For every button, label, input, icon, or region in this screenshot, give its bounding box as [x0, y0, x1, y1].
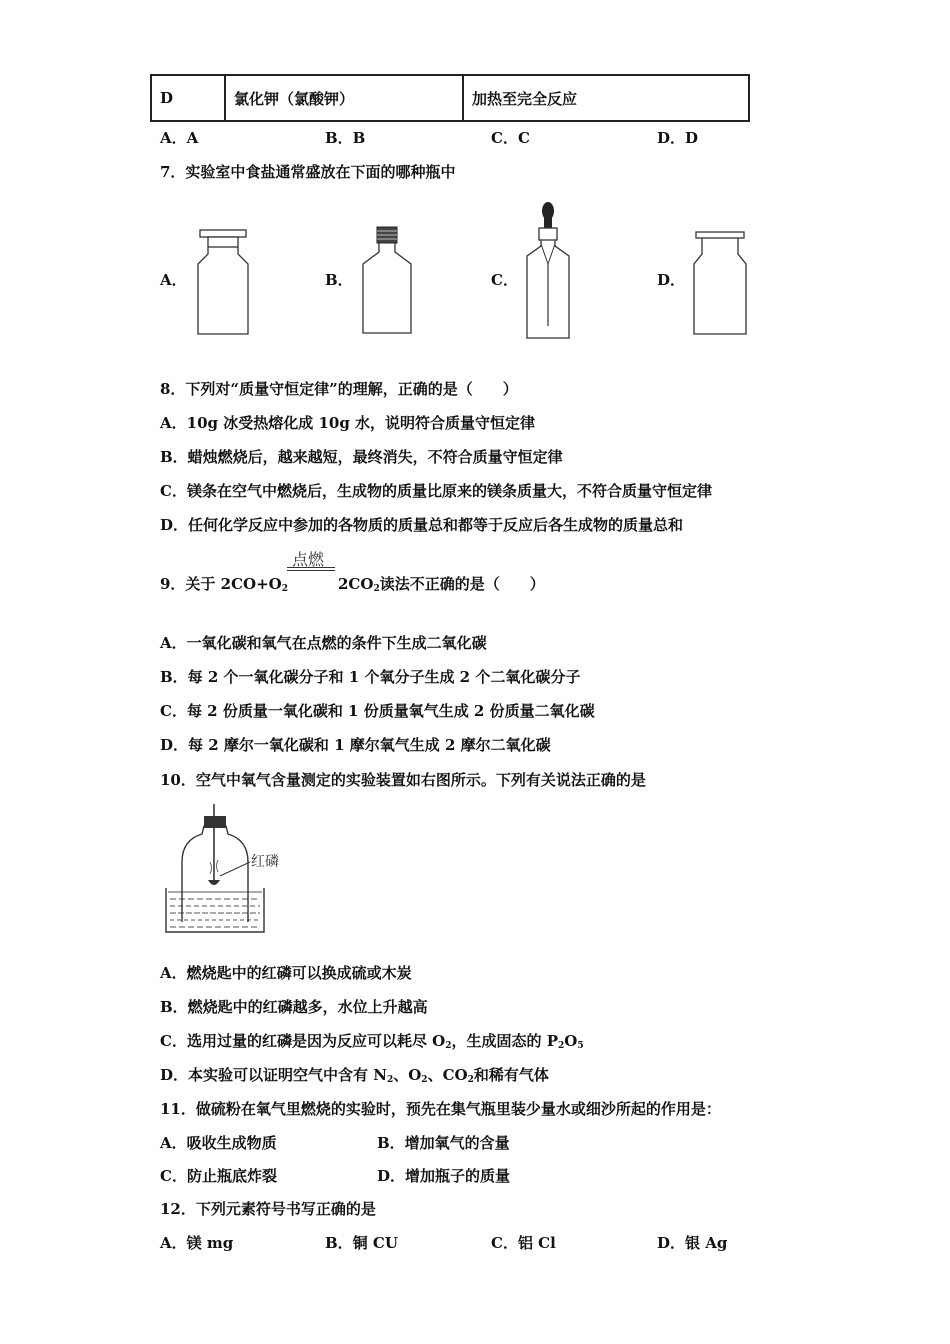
red-phosphorus-label: 红磷	[251, 854, 279, 870]
q12-stem: 12．下列元素符号书写正确的是	[160, 1200, 376, 1218]
q10-stem: 10．空气中氧气含量测定的实验装置如右图所示。下列有关说法正确的是	[160, 771, 646, 789]
q8-stem: 8．下列对“质量守恒定律”的理解，正确的是（ ）	[160, 380, 518, 398]
q9-condition: 点燃	[292, 550, 325, 569]
q10-option-d: D．本实验可以证明空气中含有 $N_2$、$O_2$、$CO_2$和稀有气体	[160, 1066, 549, 1085]
q12-option-d: D．银 Ag	[657, 1234, 728, 1252]
q11-option-d: D．增加瓶子的质量	[377, 1167, 511, 1185]
q6-option-a: A．A	[160, 129, 199, 147]
q6-option-d: D．D	[657, 129, 699, 147]
q11-stem: 11．做硫粉在氧气里燃烧的实验时，预先在集气瓶里装少量水或细沙所起的作用是：	[160, 1100, 721, 1118]
q7-label-c: C．	[491, 271, 518, 289]
q8-option-b: B．蜡烛燃烧后，越来越短，最终消失，不符合质量守恒定律	[160, 448, 563, 466]
q7-label-d: D．	[657, 271, 686, 289]
q12-option-c: C．铝 Cl	[491, 1234, 556, 1252]
q8-option-d: D．任何化学反应中参加的各物质的质量总和都等于反应后各生成物的质量总和	[160, 516, 684, 534]
q9-arrow-line-top	[287, 567, 335, 568]
bottle-b-illustration	[355, 222, 425, 340]
q9-stem-prefix: 9．关于 $2CO+O_2$	[160, 575, 289, 594]
q12-option-b: B．铜 CU	[325, 1234, 398, 1252]
bottle-d-illustration	[688, 228, 754, 340]
q9-option-c: C．每 2 份质量一氧化碳和 1 份质量氧气生成 2 份质量二氧化碳	[160, 702, 595, 720]
table-cell-label: D	[151, 75, 225, 121]
q7-label-a: A．	[160, 271, 187, 289]
q10-option-c: C．选用过量的红磷是因为反应可以耗尽 $O_2$，生成固态的 $P_2O_5$	[160, 1032, 584, 1051]
bottle-a-illustration	[190, 226, 260, 341]
q9-option-d: D．每 2 摩尔一氧化碳和 1 摩尔氧气生成 2 摩尔二氧化碳	[160, 736, 551, 754]
oxygen-experiment-apparatus	[160, 800, 295, 940]
q9-option-b: B．每 2 个一氧化碳分子和 1 个氧分子生成 2 个二氧化碳分子	[160, 668, 581, 686]
answer-table	[150, 74, 750, 122]
q11-option-a: A．吸收生成物质	[160, 1134, 277, 1152]
q8-option-c: C．镁条在空气中燃烧后，生成物的质量比原来的镁条质量大，不符合质量守恒定律	[160, 482, 712, 500]
q11-option-c: C．防止瓶底炸裂	[160, 1167, 277, 1185]
table-row	[151, 75, 749, 121]
bottle-c-dropper-illustration	[517, 198, 581, 342]
q9-stem-suffix: $2CO_2$读法不正确的是（ ）	[338, 575, 545, 594]
q7-stem: 7．实验室中食盐通常盛放在下面的哪种瓶中	[160, 163, 456, 181]
table-cell-method: 加热至完全反应	[463, 75, 749, 121]
q12-option-a: A．镁 mg	[160, 1234, 234, 1252]
q11-option-b: B．增加氧气的含量	[377, 1134, 510, 1152]
q6-option-b: B．B	[325, 129, 366, 147]
q9-arrow-line-bottom	[287, 570, 335, 571]
q7-label-b: B．	[325, 271, 353, 289]
q8-option-a: A．10g 冰受热熔化成 10g 水，说明符合质量守恒定律	[160, 414, 536, 432]
q6-option-c: C．C	[491, 129, 530, 147]
table-cell-substance: 氯化钾（氯酸钾）	[225, 75, 463, 121]
q10-option-a: A．燃烧匙中的红磷可以换成硫或木炭	[160, 964, 412, 982]
q10-option-b: B．燃烧匙中的红磷越多，水位上升越高	[160, 998, 428, 1016]
q9-option-a: A．一氧化碳和氧气在点燃的条件下生成二氧化碳	[160, 634, 487, 652]
